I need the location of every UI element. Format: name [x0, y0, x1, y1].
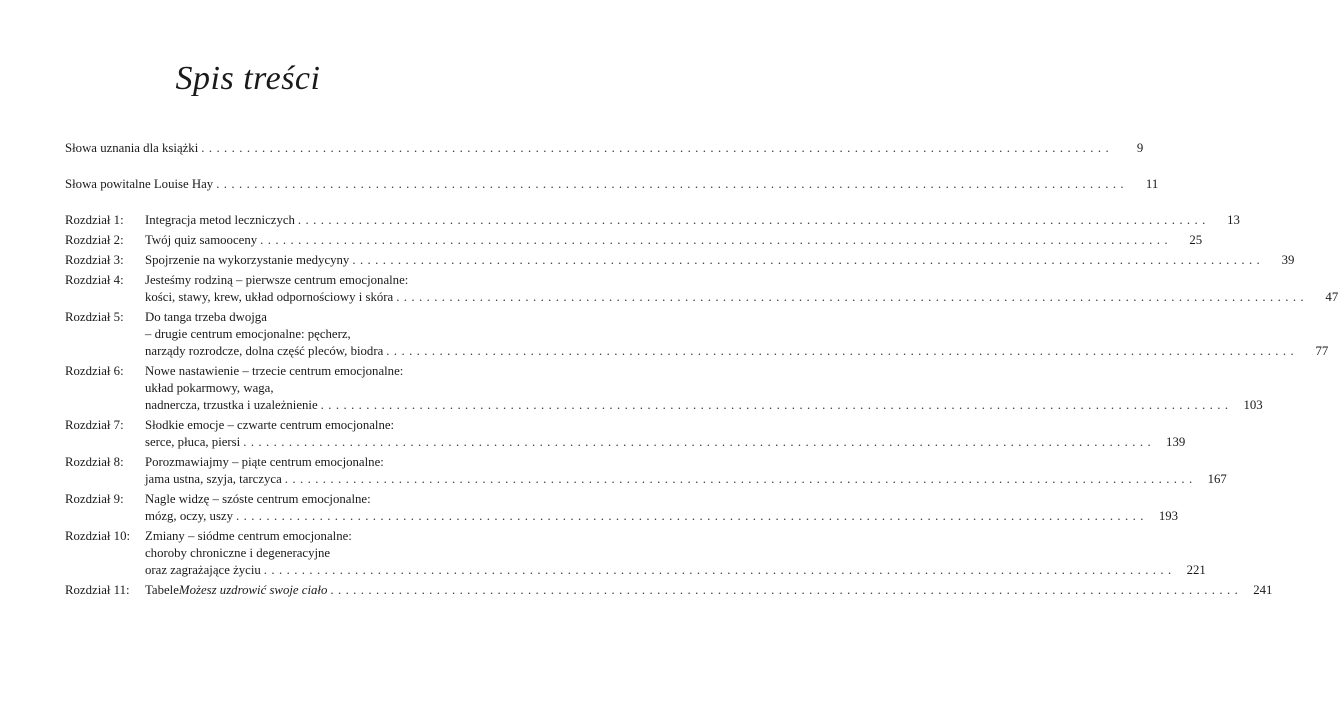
toc-entry[interactable] — [65, 212, 1240, 229]
dot-leader: . . . . . . . . . . . . . . . . . . . . . . . . . . . . . . . . . . . . . . . . . . . . . . . . . . . . . . . . . . . . . . . . . . . . . . . . . . . . . . . . . . . . . . . . . . . . . . . . . . . . . . . . . . . . . . . . . . . . . . . . — [260, 233, 1169, 247]
toc-title-line: Do tanga trzeba dwojga — [145, 310, 267, 324]
toc-chapter-label: Rozdział 10: — [65, 529, 131, 543]
toc-page-number: 13 — [1227, 213, 1240, 227]
table-of-contents — [65, 140, 1338, 599]
toc-title-line: Słodkie emocje – czwarte centrum emocjonalne: — [145, 418, 395, 432]
toc-title-line: Słowa uznania dla książki — [65, 141, 199, 155]
toc-page-number: 77 — [1315, 344, 1329, 358]
toc-title-line: serce, płuca, piersi — [145, 435, 241, 449]
toc-entry[interactable] — [65, 491, 1179, 525]
toc-title-line: Porozmawiajmy – piąte centrum emocjonalne: — [145, 455, 384, 469]
dot-leader: . . . . . . . . . . . . . . . . . . . . . . . . . . . . . . . . . . . . . . . . . . . . . . . . . . . . . . . . . . . . . . . . . . . . . . . . . . . . . . . . . . . . . . . . . . . . . . . . . . . . . . . . . . . . . . . . . . . . . . . . — [352, 253, 1261, 267]
toc-entry[interactable] — [65, 176, 1159, 193]
toc-entry[interactable] — [65, 232, 1203, 249]
toc-chapter-label: Rozdział 2: — [65, 233, 124, 247]
dot-leader: . . . . . . . . . . . . . . . . . . . . . . . . . . . . . . . . . . . . . . . . . . . . . . . . . . . . . . . . . . . . . . . . . . . . . . . . . . . . . . . . . . . . . . . . . . . . . . . . . . . . . . . . . . . . . . . . . . . . . . . . — [284, 472, 1193, 486]
toc-title-line: mózg, oczy, uszy — [145, 509, 234, 523]
toc-title-line: – drugie centrum emocjonalne: pęcherz, — [145, 327, 351, 341]
toc-entry[interactable] — [65, 417, 1186, 451]
toc-entry[interactable] — [65, 363, 1263, 414]
toc-chapter-label: Rozdział 4: — [65, 273, 124, 287]
toc-chapter-label: Rozdział 8: — [65, 455, 124, 469]
toc-chapter-label: Rozdział 5: — [65, 310, 124, 324]
toc-title-line: Zmiany – siódme centrum emocjonalne: — [145, 529, 352, 543]
dot-leader: . . . . . . . . . . . . . . . . . . . . . . . . . . . . . . . . . . . . . . . . . . . . . . . . . . . . . . . . . . . . . . . . . . . . . . . . . . . . . . . . . . . . . . . . . . . . . . . . . . . . . . . . . . . . . . . . . . . . . . . . — [297, 213, 1206, 227]
toc-entry[interactable] — [65, 454, 1227, 488]
toc-page-number: 103 — [1243, 398, 1263, 412]
toc-title-line: choroby chroniczne i degeneracyjne — [145, 546, 331, 560]
toc-title-line: Twój quiz samooceny — [145, 233, 258, 247]
toc-chapter-label: Rozdział 6: — [65, 364, 124, 378]
toc-chapter-label: Rozdział 1: — [65, 213, 124, 227]
toc-page-number: 25 — [1189, 233, 1203, 247]
toc-title-line: Słowa powitalne Louise Hay — [65, 177, 214, 191]
toc-title-line: układ pokarmowy, waga, — [145, 381, 274, 395]
toc-title-line: jama ustna, szyja, tarczyca — [145, 472, 282, 486]
dot-leader: . . . . . . . . . . . . . . . . . . . . . . . . . . . . . . . . . . . . . . . . . . . . . . . . . . . . . . . . . . . . . . . . . . . . . . . . . . . . . . . . . . . . . . . . . . . . . . . . . . . . . . . . . . . . . . . . . . . . . . . . — [330, 583, 1239, 597]
toc-entry[interactable] — [65, 252, 1295, 269]
toc-page-number: 241 — [1253, 583, 1273, 597]
toc-entry[interactable] — [65, 582, 1273, 599]
toc-title-line: Nagle widzę – szóste centrum emocjonalne: — [145, 492, 371, 506]
dot-leader: . . . . . . . . . . . . . . . . . . . . . . . . . . . . . . . . . . . . . . . . . . . . . . . . . . . . . . . . . . . . . . . . . . . . . . . . . . . . . . . . . . . . . . . . . . . . . . . . . . . . . . . . . . . . . . . . . . . . . . . . — [263, 563, 1172, 577]
toc-title-line: Jesteśmy rodziną – pierwsze centrum emocjonalne: — [145, 273, 409, 287]
toc-page-number: 221 — [1186, 563, 1206, 577]
toc-page-number: 139 — [1166, 435, 1186, 449]
toc-title-line: oraz zagrażające życiu — [145, 563, 261, 577]
toc-page-number: 167 — [1207, 472, 1227, 486]
page-title: Spis treści — [175, 60, 321, 97]
dot-leader: . . . . . . . . . . . . . . . . . . . . . . . . . . . . . . . . . . . . . . . . . . . . . . . . . . . . . . . . . . . . . . . . . . . . . . . . . . . . . . . . . . . . . . . . . . . . . . . . . . . . . . . . . . . . . . . . . . . . . . . . — [396, 290, 1305, 304]
dot-leader: . . . . . . . . . . . . . . . . . . . . . . . . . . . . . . . . . . . . . . . . . . . . . . . . . . . . . . . . . . . . . . . . . . . . . . . . . . . . . . . . . . . . . . . . . . . . . . . . . . . . . . . . . . . . . . . . . . . . . . . . — [320, 398, 1229, 412]
dot-leader: . . . . . . . . . . . . . . . . . . . . . . . . . . . . . . . . . . . . . . . . . . . . . . . . . . . . . . . . . . . . . . . . . . . . . . . . . . . . . . . . . . . . . . . . . . . . . . . . . . . . . . . . . . . . . . . . . . . . . . . . — [201, 141, 1110, 155]
toc-entry[interactable] — [65, 528, 1206, 579]
toc-title-line: Spojrzenie na wykorzystanie medycyny — [145, 253, 350, 267]
toc-entry[interactable] — [65, 140, 1144, 157]
toc-title-italic: Możesz uzdrowić swoje ciało — [178, 583, 328, 597]
dot-leader: . . . . . . . . . . . . . . . . . . . . . . . . . . . . . . . . . . . . . . . . . . . . . . . . . . . . . . . . . . . . . . . . . . . . . . . . . . . . . . . . . . . . . . . . . . . . . . . . . . . . . . . . . . . . . . . . . . . . . . . . — [216, 177, 1125, 191]
toc-title-line: narządy rozrodcze, dolna część pleców, biodra — [145, 344, 384, 358]
toc-page-number: 47 — [1325, 290, 1338, 304]
toc-page-number: 39 — [1281, 253, 1295, 267]
toc-chapter-label: Rozdział 7: — [65, 418, 124, 432]
toc-chapter-label: Rozdział 3: — [65, 253, 124, 267]
toc-title-line: Nowe nastawienie – trzecie centrum emocjonalne: — [145, 364, 404, 378]
toc-title-line: nadnercza, trzustka i uzależnienie — [145, 398, 318, 412]
toc-page-number: 9 — [1136, 141, 1144, 155]
toc-chapter-label: Rozdział 11: — [65, 583, 130, 597]
dot-leader: . . . . . . . . . . . . . . . . . . . . . . . . . . . . . . . . . . . . . . . . . . . . . . . . . . . . . . . . . . . . . . . . . . . . . . . . . . . . . . . . . . . . . . . . . . . . . . . . . . . . . . . . . . . . . . . . . . . . . . . . — [243, 435, 1152, 449]
toc-entry[interactable] — [65, 309, 1329, 360]
dot-leader: . . . . . . . . . . . . . . . . . . . . . . . . . . . . . . . . . . . . . . . . . . . . . . . . . . . . . . . . . . . . . . . . . . . . . . . . . . . . . . . . . . . . . . . . . . . . . . . . . . . . . . . . . . . . . . . . . . . . . . . . — [236, 509, 1145, 523]
toc-title-line: Integracja metod leczniczych — [145, 213, 295, 227]
toc-page-number: 193 — [1158, 509, 1179, 523]
toc-chapter-label: Rozdział 9: — [65, 492, 124, 506]
toc-title-line: Tabele — [145, 583, 179, 597]
dot-leader: . . . . . . . . . . . . . . . . . . . . . . . . . . . . . . . . . . . . . . . . . . . . . . . . . . . . . . . . . . . . . . . . . . . . . . . . . . . . . . . . . . . . . . . . . . . . . . . . . . . . . . . . . . . . . . . . . . . . . . . . — [386, 344, 1295, 358]
toc-page-number: 11 — [1145, 177, 1159, 191]
toc-entry[interactable] — [65, 272, 1338, 306]
toc-title-line: kości, stawy, krew, układ odpornościowy i skóra — [145, 290, 394, 304]
